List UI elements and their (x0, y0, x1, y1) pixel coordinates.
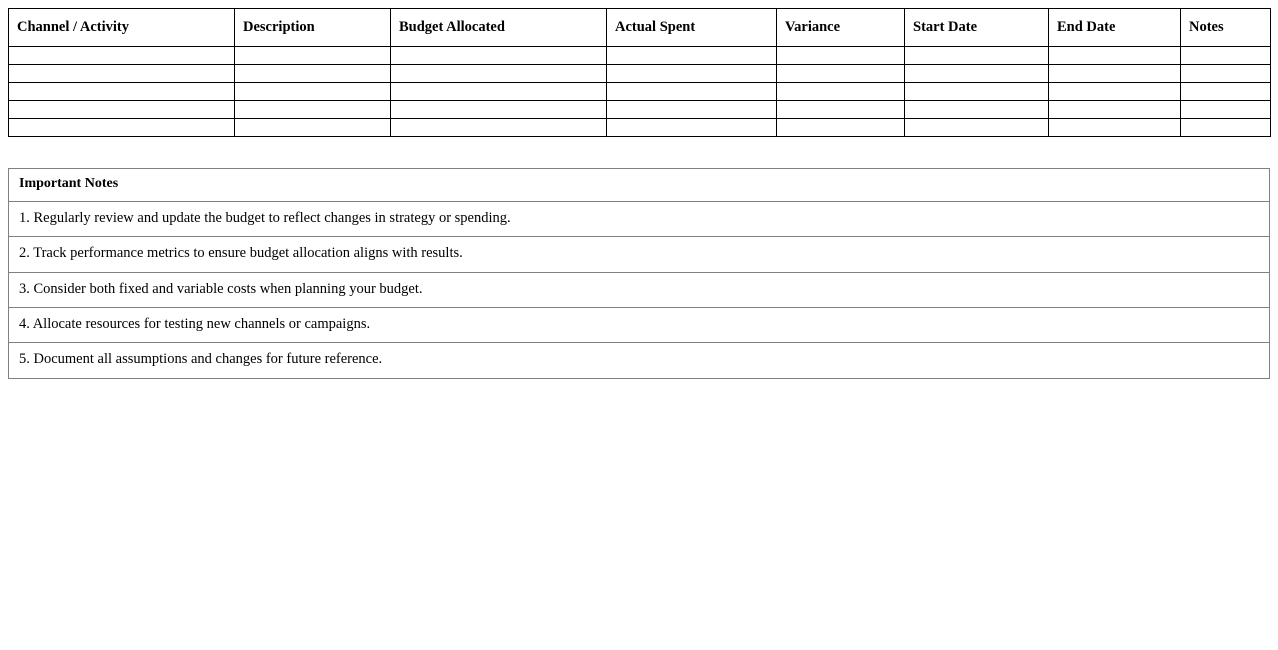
table-row (9, 47, 1271, 65)
cell-end-date[interactable] (1049, 65, 1181, 83)
note-item-2: 2. Track performance metrics to ensure budget allocation aligns with results. (9, 237, 1270, 272)
column-header-actual-spent: Actual Spent (607, 9, 777, 47)
note-item-5: 5. Document all assumptions and changes for future reference. (9, 343, 1270, 378)
cell-budget-allocated[interactable] (391, 83, 607, 101)
notes-table-header: Important Notes (9, 169, 1270, 202)
cell-notes[interactable] (1181, 65, 1271, 83)
table-row (9, 101, 1271, 119)
column-header-start-date: Start Date (905, 9, 1049, 47)
cell-description[interactable] (235, 83, 391, 101)
cell-notes[interactable] (1181, 83, 1271, 101)
column-header-notes: Notes (1181, 9, 1271, 47)
column-header-variance: Variance (777, 9, 905, 47)
cell-notes[interactable] (1181, 47, 1271, 65)
cell-variance[interactable] (777, 47, 905, 65)
list-item (9, 201, 1270, 236)
column-header-end-date: End Date (1049, 9, 1181, 47)
cell-budget-allocated[interactable] (391, 47, 607, 65)
note-item-1: 1. Regularly review and update the budget to reflect changes in strategy or spending. (9, 201, 1270, 236)
cell-end-date[interactable] (1049, 119, 1181, 137)
cell-actual-spent[interactable] (607, 65, 777, 83)
column-header-channel-activity: Channel / Activity (9, 9, 235, 47)
cell-start-date[interactable] (905, 101, 1049, 119)
cell-description[interactable] (235, 65, 391, 83)
cell-actual-spent[interactable] (607, 83, 777, 101)
cell-budget-allocated[interactable] (391, 101, 607, 119)
section-spacer (8, 137, 1270, 168)
column-header-description: Description (235, 9, 391, 47)
cell-notes[interactable] (1181, 101, 1271, 119)
cell-description[interactable] (235, 119, 391, 137)
cell-variance[interactable] (777, 65, 905, 83)
cell-start-date[interactable] (905, 83, 1049, 101)
cell-channel-activity[interactable] (9, 83, 235, 101)
notes-table-header-row (9, 169, 1270, 202)
note-item-3: 3. Consider both fixed and variable costs when planning your budget. (9, 272, 1270, 307)
cell-start-date[interactable] (905, 119, 1049, 137)
table-row (9, 83, 1271, 101)
cell-start-date[interactable] (905, 65, 1049, 83)
table-row (9, 119, 1271, 137)
cell-actual-spent[interactable] (607, 101, 777, 119)
cell-start-date[interactable] (905, 47, 1049, 65)
column-header-budget-allocated: Budget Allocated (391, 9, 607, 47)
cell-actual-spent[interactable] (607, 47, 777, 65)
note-item-4: 4. Allocate resources for testing new channels or campaigns. (9, 307, 1270, 342)
budget-table-header-row (9, 9, 1271, 47)
important-notes-table (8, 168, 1270, 379)
cell-channel-activity[interactable] (9, 65, 235, 83)
cell-variance[interactable] (777, 119, 905, 137)
cell-channel-activity[interactable] (9, 101, 235, 119)
cell-channel-activity[interactable] (9, 119, 235, 137)
cell-budget-allocated[interactable] (391, 65, 607, 83)
list-item (9, 307, 1270, 342)
cell-end-date[interactable] (1049, 83, 1181, 101)
cell-budget-allocated[interactable] (391, 119, 607, 137)
cell-variance[interactable] (777, 83, 905, 101)
list-item (9, 272, 1270, 307)
budget-allocation-table (8, 8, 1271, 137)
table-row (9, 65, 1271, 83)
cell-end-date[interactable] (1049, 101, 1181, 119)
cell-end-date[interactable] (1049, 47, 1181, 65)
cell-description[interactable] (235, 47, 391, 65)
list-item (9, 343, 1270, 378)
list-item (9, 237, 1270, 272)
cell-actual-spent[interactable] (607, 119, 777, 137)
cell-channel-activity[interactable] (9, 47, 235, 65)
cell-description[interactable] (235, 101, 391, 119)
cell-variance[interactable] (777, 101, 905, 119)
cell-notes[interactable] (1181, 119, 1271, 137)
